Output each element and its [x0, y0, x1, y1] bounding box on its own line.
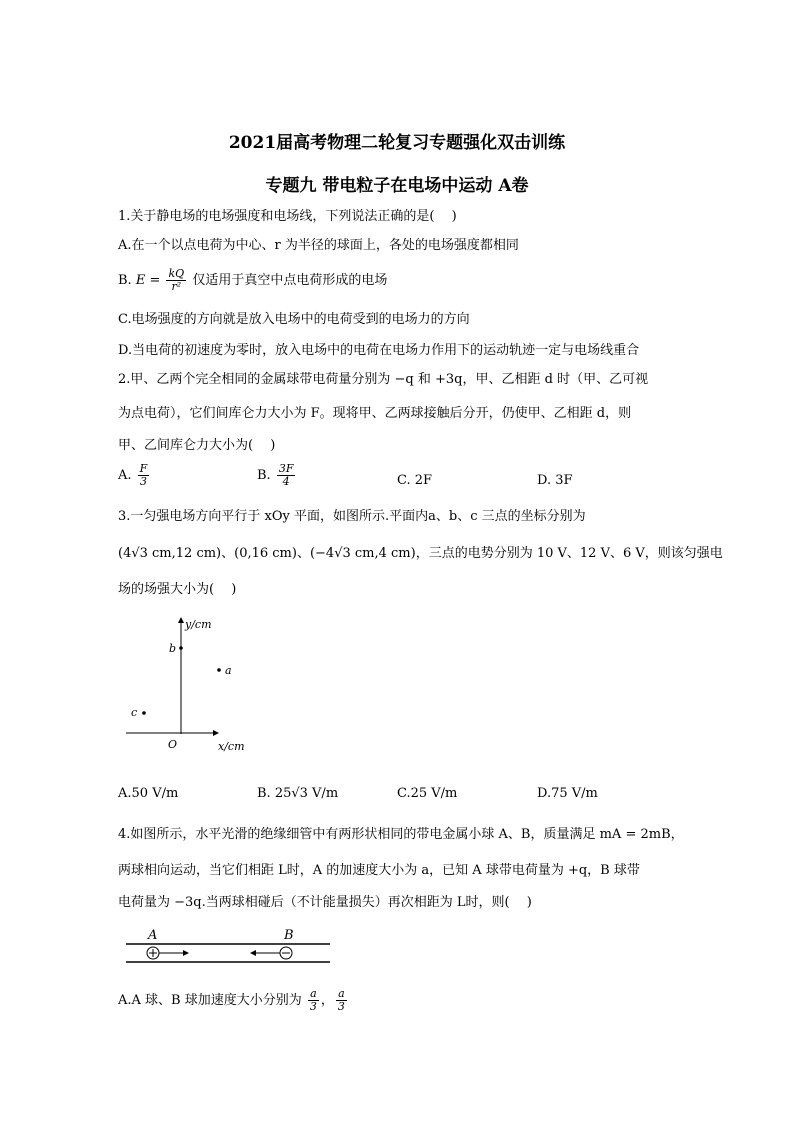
point-b-marker	[179, 646, 183, 650]
q2-option-a-label: A.	[118, 468, 132, 483]
q4-stem-line2: 两球相向运动，当它们相距 L时，A 的加速度大小为 a，已知 A 球带电荷量为 +q，B 球带	[118, 863, 640, 878]
q2-option-a-fraction	[138, 463, 150, 488]
q2-option-b-fraction	[277, 463, 296, 488]
page-title: 2021届高考物理二轮复习专题强化双击训练	[228, 133, 566, 153]
q1-option-b	[118, 268, 387, 293]
q2-option-b-numerator: 3F	[278, 462, 294, 475]
q1-formula-lhs: E =	[135, 273, 161, 288]
y-axis-label: y/cm	[185, 618, 212, 631]
q3-coordinate-figure	[118, 612, 258, 752]
q3-option-a: A.50 V/m	[118, 786, 179, 801]
q4-option-a-fraction-1	[308, 988, 319, 1013]
point-a-marker	[217, 668, 221, 672]
q2-option-b-label: B.	[257, 468, 271, 483]
q1-option-a: A.在一个以点电荷为中心、r 为半径的球面上，各处的电场强度都相同	[118, 238, 519, 253]
q2-option-b-denominator: 4	[282, 475, 290, 488]
q4-option-a-text: A.A 球、B 球加速度大小分别为	[118, 993, 302, 1008]
q3-option-c: C.25 V/m	[397, 786, 458, 801]
q2-option-a	[118, 463, 151, 488]
q2-option-a-numerator: F	[139, 462, 148, 475]
q2-option-b	[257, 463, 297, 488]
q2-option-d: D. 3F	[537, 473, 573, 488]
q4-option-a-fraction-2	[336, 988, 347, 1013]
point-c-marker	[142, 711, 146, 715]
origin-label: O	[168, 738, 178, 751]
q1-option-d: D.当电荷的初速度为零时，放入电场中的电荷在电场力作用下的运动轨迹一定与电场线重合	[118, 343, 640, 358]
q3-stem-line2: (4√3 cm,12 cm)、(0,16 cm)、(−4√3 cm,4 cm)，三点的电势分别为 10 V、12 V、6 V，则该匀强电	[118, 546, 723, 561]
q1-formula-denominator: r²	[171, 280, 182, 293]
q3-stem-line1: 3.一匀强电场方向平行于 xOy 平面，如图所示.平面内a、b、c 三点的坐标分别为	[118, 509, 586, 524]
q1-stem: 1.关于静电场的电场强度和电场线，下列说法正确的是( )	[118, 209, 457, 224]
q4-stem-line1: 4.如图所示，水平光滑的绝缘细管中有两形状相同的带电金属小球 A、B，质量满足 mA = 2mB，	[118, 827, 684, 842]
q3-stem-line3: 场的场强大小为( )	[118, 582, 237, 597]
q1-formula-numerator: kQ	[168, 267, 185, 280]
q2-stem-line3: 甲、乙间库仑力大小为( )	[118, 438, 276, 453]
q2-option-a-denominator: 3	[139, 475, 147, 488]
x-axis-label: x/cm	[218, 740, 245, 752]
q3-option-d: D.75 V/m	[537, 786, 598, 801]
q4-option-a-denominator-1: 3	[309, 1000, 317, 1013]
ball-a-label: A	[148, 928, 158, 943]
point-c-label: c	[131, 706, 138, 719]
q4-option-a-numerator-1: a	[308, 988, 319, 1001]
q2-option-c: C. 2F	[397, 473, 433, 488]
q3-option-b: B. 25√3 V/m	[257, 786, 339, 801]
q4-option-a-separator: ，	[320, 993, 334, 1008]
q1-option-c: C.电场强度的方向就是放入电场中的电荷受到的电场力的方向	[118, 312, 470, 327]
ball-b-label: B	[284, 928, 294, 943]
q4-stem-line3: 电荷量为 −3q.当两球相碰后（不计能量损失）再次相距为 L时，则( )	[118, 895, 532, 910]
point-b-label: b	[169, 642, 177, 655]
q2-stem-line2: 为点电荷），它们间库仑力大小为 F。现将甲、乙两球接触后分开，仍使甲、乙相距 d，则	[118, 406, 632, 421]
q4-option-a-denominator-2: 3	[337, 1000, 345, 1013]
q1-formula-fraction	[166, 268, 186, 293]
q4-option-a-numerator-2: a	[336, 988, 347, 1001]
q4-option-a	[118, 988, 349, 1013]
page-subtitle: 专题九 带电粒子在电场中运动 A卷	[265, 176, 529, 196]
q1-option-b-label: B.	[118, 273, 132, 288]
q1-option-b-text: 仅适用于真空中点电荷形成的电场	[192, 273, 388, 288]
point-a-label: a	[225, 664, 232, 677]
q2-stem-line1: 2.甲、乙两个完全相同的金属球带电荷量分别为 −q 和 +3q，甲、乙相距 d 时（甲、乙可视	[118, 372, 649, 387]
q4-tube-figure	[126, 925, 331, 967]
